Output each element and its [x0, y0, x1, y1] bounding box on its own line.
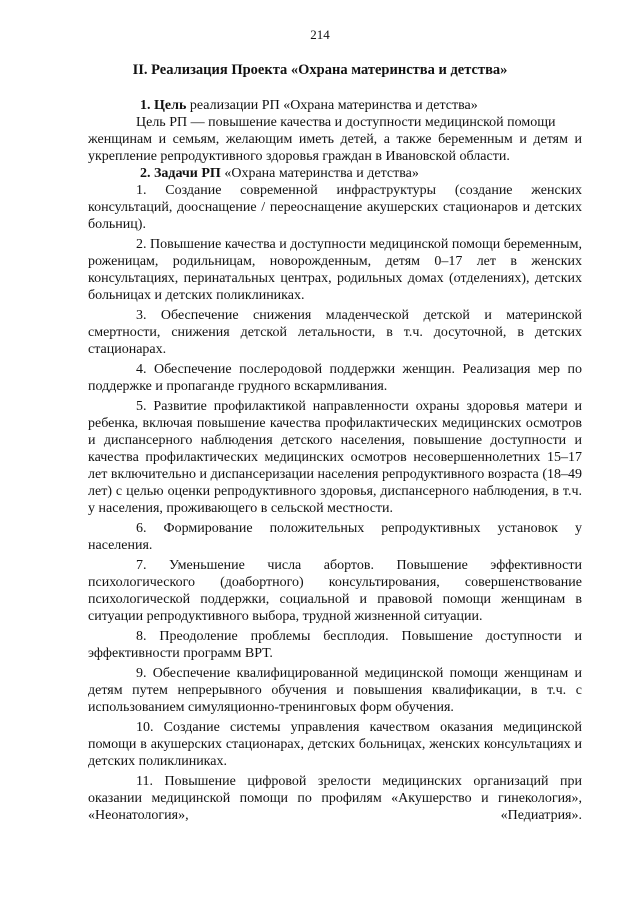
section-title: II. Реализация Проекта «Охрана материнства и детства» [132, 62, 508, 78]
task-item-1: 1. Создание современной инфраструктуры (создание женских консультаций, дооснащение / переоснащение акушерских стационаров и детских больниц). [88, 183, 582, 232]
tasks-heading-text: «Охрана материнства и детства» [220, 166, 419, 181]
tasks-label: 2. Задачи РП [140, 166, 221, 181]
page-number: 214 [310, 27, 330, 42]
task-item-3: 3. Обеспечение снижения младенческой детской и материнской смертности, снижения детской летальности, в т.ч. досуточной, в детских стационарах. [88, 308, 582, 357]
task-item-6: 6. Формирование положительных репродуктивных установок у населения. [88, 521, 582, 553]
goal-label: 1. Цель [140, 98, 187, 113]
goal-heading-text: реализации РП «Охрана материнства и детства» [186, 98, 478, 113]
task-item-4: 4. Обеспечение послеродовой поддержки женщин. Реализация мер по поддержке и пропаганде грудного вскармливания. [88, 362, 582, 394]
task-item-5: 5. Развитие профилактикой направленности охраны здоровья матери и ребенка, включая повышение качества профилактических медицинских осмотров и диспансерного наблюдения детского населения, повышение доступности и качества профилактических медицинских осмотров несовершеннолетних 15–17 лет включительно и диспансеризации населения репродуктивного возраста (18–49 лет) с целью оценки репродуктивного здоровья, диспансерного наблюдения, в т.ч. у населения, проживающего в сельской местности. [88, 399, 582, 516]
task-item-8: 8. Преодоление проблемы бесплодия. Повышение доступности и эффективности программ ВРТ. [88, 629, 582, 661]
task-item-2: 2. Повышение качества и доступности медицинской помощи беременным, роженицам, родильницам, новорожденным, детям 0–17 лет в женских консультациях, перинатальных центрах, родильных домах (отделениях), детских больницах и детских поликлиниках. [88, 237, 582, 303]
task-item-7: 7. Уменьшение числа абортов. Повышение эффективности психологического (доабортного) консультирования, совершенствование психологической поддержки, социальной и правовой помощи женщинам в ситуации репродуктивного выбора, трудной жизненной ситуации. [88, 558, 582, 624]
document-body [88, 97, 582, 824]
tasks-heading [88, 165, 582, 182]
task-item-9: 9. Обеспечение квалифицированной медицинской помощи женщинам и детям путем непрерывного обучения и повышения квалификации, в т.ч. с использованием симуляционно-тренинговых форм обучения. [88, 666, 582, 715]
goal-paragraph-1: Цель РП — повышение качества и доступности медицинской помощи [136, 115, 556, 130]
goal-paragraph-2: женщинам и семьям, желающим иметь детей, а также беременным и детям и укрепление репродуктивного здоровья граждан в Ивановской области. [88, 132, 582, 164]
goal-heading [88, 97, 582, 114]
task-item-11: 11. Повышение цифровой зрелости медицинских организаций при оказании медицинской помощи по профилям «Акушерство и гинекология», «Неонатология», «Педиатрия». [88, 774, 582, 823]
task-item-10: 10. Создание системы управления качеством оказания медицинской помощи в акушерских стационарах, детских больницах, женских консультациях и детских поликлиниках. [88, 720, 582, 769]
